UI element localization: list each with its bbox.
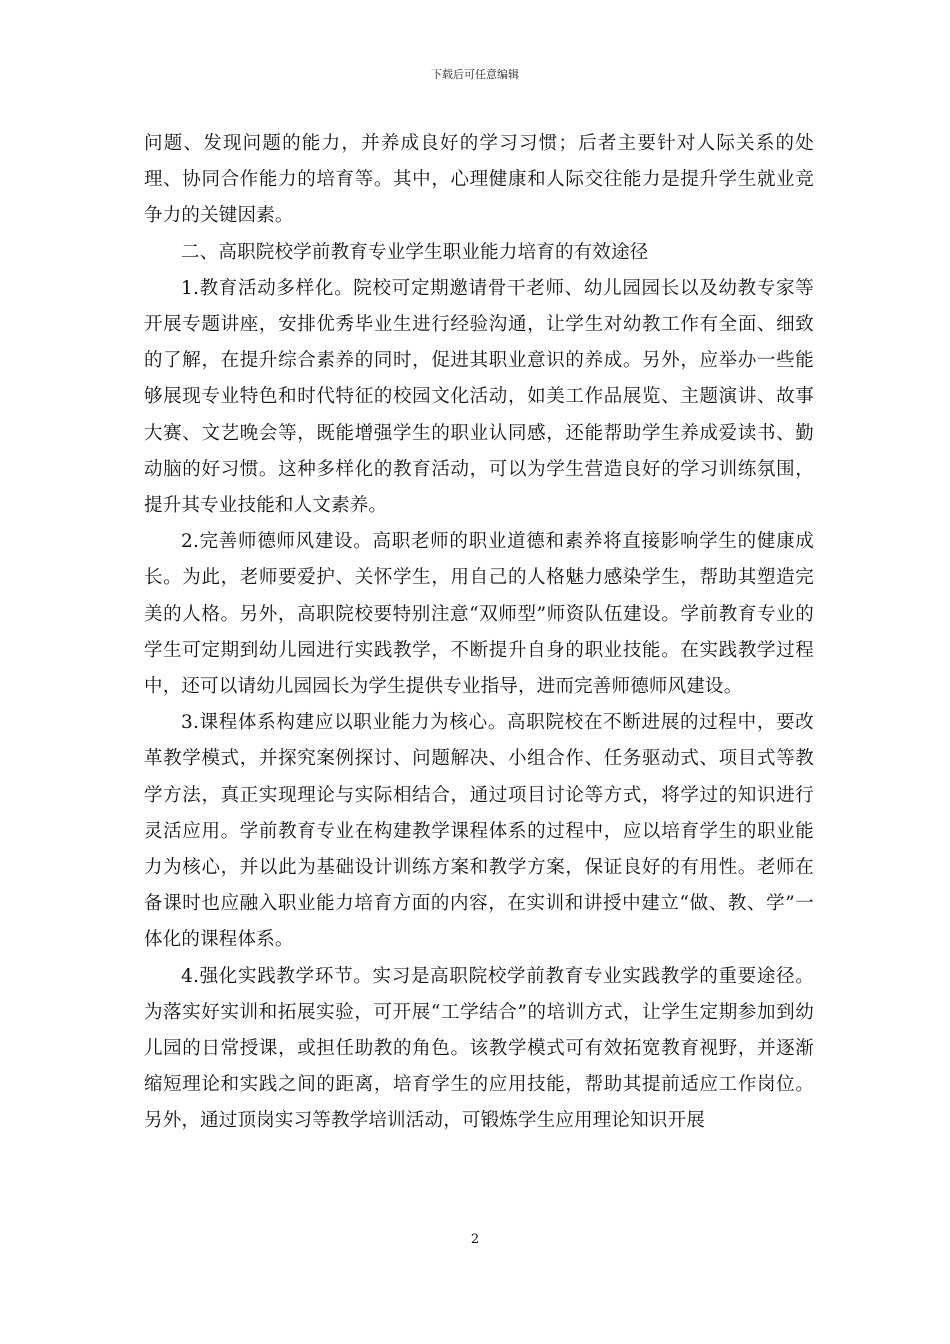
paragraph-item-3: 3.课程体系构建应以职业能力为核心。高职院校在不断进展的过程中，要改革教学模式，并探究案例探讨、问题解决、小组合作、任务驱动式、项目式等教学方法，真正实现理论与实际相结合，通过项目讨论等方式，将学过的知识进行灵活应用。学前教育专业在构建教学课程体系的过程中，应以培育学生的职业能力为核心，并以此为基础设计训练方案和教学方案，保证良好的有用性。老师在备课时也应融入职业能力培育方面的内容，在实训和讲授中建立“做、教、学”一体化的课程体系。 [144,712,814,951]
paragraph-item-4: 4.强化实践教学环节。实习是高职院校学前教育专业实践教学的重要途径。为落实好实训和拓展实验，可开展“工学结合”的培训方式，让学生定期参加到幼儿园的日常授课，或担任助教的角色。该教学模式可有效拓宽教育视野，并逐渐缩短理论和实践之间的距离，培育学生的应用技能，帮助其提前适应工作岗位。另外，通过顶岗实习等教学培训活动，可锻炼学生应用理论知识开展 [144,965,814,1132]
paragraph-item-1: 1.教育活动多样化。院校可定期邀请骨干老师、幼儿园园长以及幼教专家等开展专题讲座，安排优秀毕业生进行经验沟通，让学生对幼教工作有全面、细致的了解，在提升综合素养的同时，促进其职业意识的养成。另外，应举办一些能够展现专业特色和时代特征的校园文化活动，如美工作品展览、主题演讲、故事大赛、文艺晚会等，既能增强学生的职业认同感，还能帮助学生养成爱读书、勤动脑的好习惯。这种多样化的教育活动，可以为学生营造良好的学习训练氛围，提升其专业技能和人文素养。 [144,277,814,517]
page-number: 2 [470,1232,480,1247]
section-heading: 二、高职院校学前教育专业学生职业能力培育的有效途径 [181,241,649,263]
paragraph-continuation: 问题、发现问题的能力，并养成良好的学习习惯；后者主要针对人际关系的处理、协同合作能力的培育等。其中，心理健康和人际交往能力是提升学生就业竞争力的关键因素。 [144,133,814,227]
page-header: 下载后可任意编辑 [431,68,519,81]
paragraph-item-2: 2.完善师德师风建设。高职老师的职业道德和素养将直接影响学生的健康成长。为此，老师要爱护、关怀学生，用自己的人格魅力感染学生，帮助其塑造完美的人格。另外，高职院校要特别注意“双师型”师资队伍建设。学前教育专业的学生可定期到幼儿园进行实践教学，不断提升自身的职业技能。在实践教学过程中，还可以请幼儿园园长为学生提供专业指导，进而完善师德师风建设。 [144,531,814,698]
document-body [144,126,814,1140]
